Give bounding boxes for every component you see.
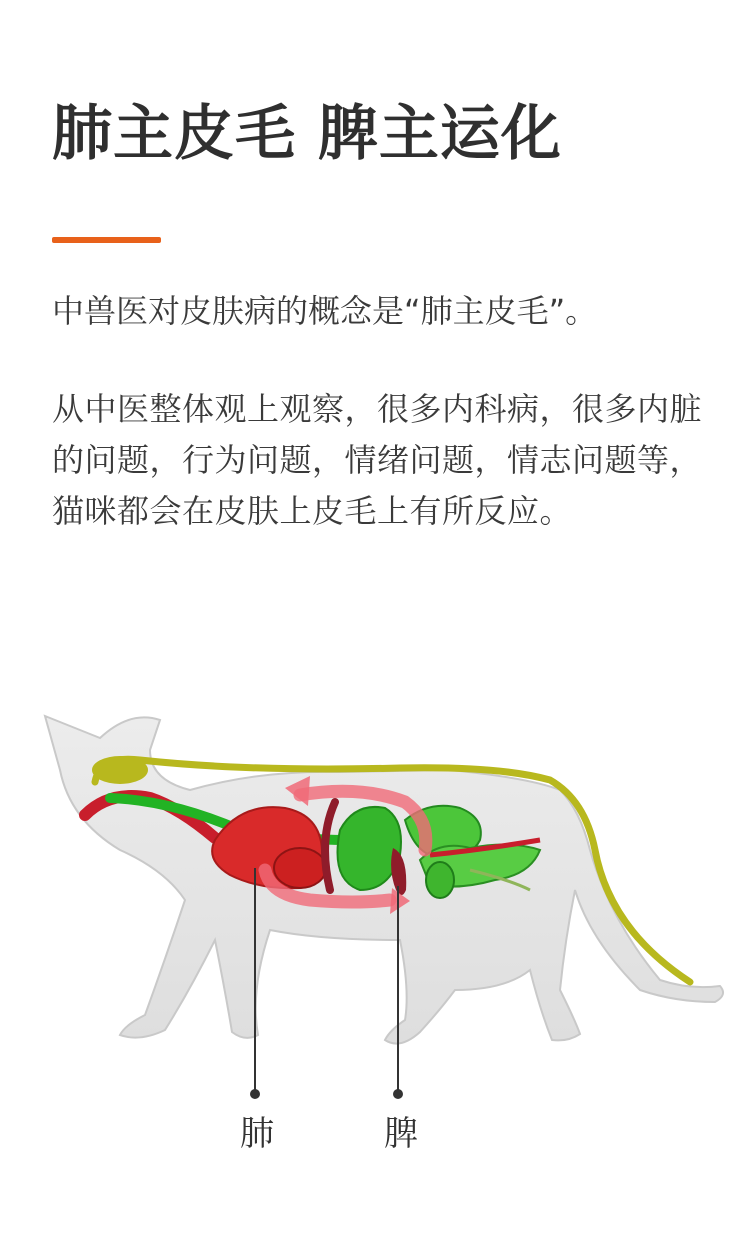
body-paragraph: 从中医整体观上观察，很多内科病，很多内脏的问题，行为问题，情绪问题，情志问题等，猫咪都会在皮肤上皮毛上有所反应。 [52, 390, 703, 530]
cat-anatomy-illustration [0, 690, 750, 1110]
heart-organ [274, 848, 326, 888]
spleen-label: 脾 [384, 1114, 418, 1154]
lung-label: 肺 [240, 1114, 274, 1154]
intro-paragraph: 中兽医对皮肤病的概念是“肺主皮毛”。 [52, 292, 598, 330]
brain-shape [92, 756, 148, 784]
kidney-organ [426, 862, 454, 898]
spleen-pointer-dot [393, 1089, 403, 1099]
title-accent-bar [52, 237, 161, 243]
page-title: 肺主皮毛 脾主运化 [52, 99, 562, 169]
lung-pointer-dot [250, 1089, 260, 1099]
